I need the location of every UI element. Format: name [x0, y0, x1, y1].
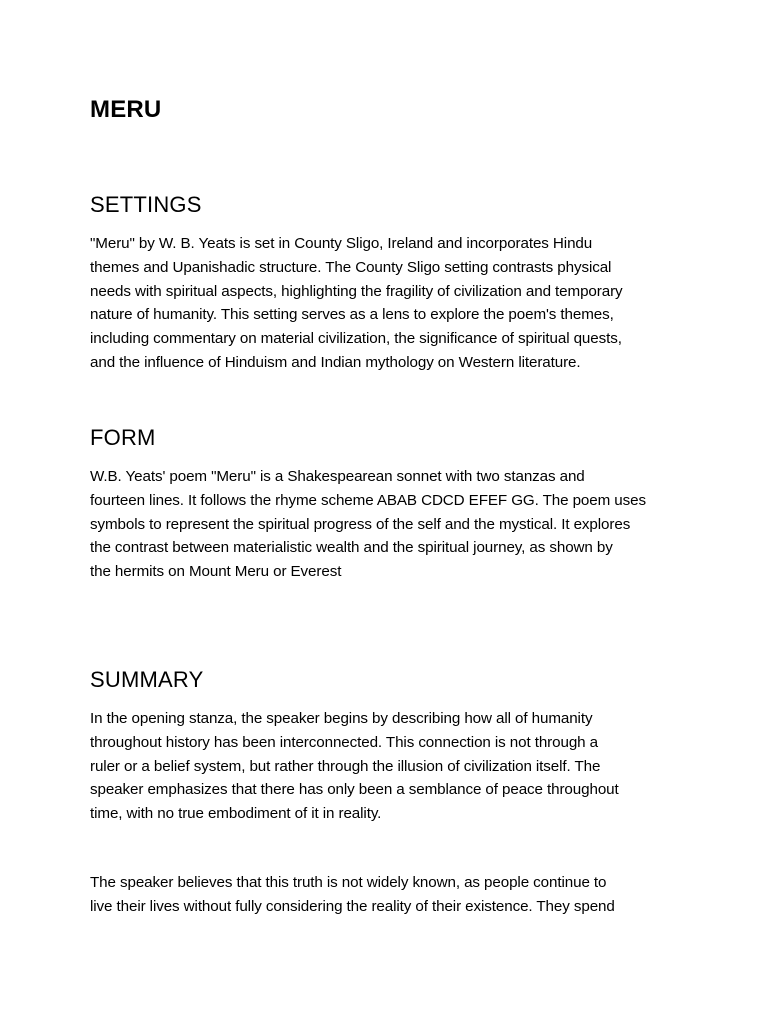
section-heading-settings: SETTINGS — [90, 192, 202, 217]
summary-paragraph-1: In the opening stanza, the speaker begins by describing how all of humanity throughout history has been interconnected. This connection is not through a ruler or a belief system, but rather through the illusion of civilization itself. The speaker emphasizes that there has only been a semblance of peace throughout time, with no true embodiment of it in reality. — [90, 710, 619, 823]
summary-paragraph-2: The speaker believes that this truth is not widely known, as people continue to live their lives without fully considering the reality of their existence. They spend — [90, 874, 615, 915]
settings-paragraph: "Meru" by W. B. Yeats is set in County Sligo, Ireland and incorporates Hindu themes and Upanishadic structure. The County Sligo setting contrasts physical needs with spiritual aspects, highlighting the fragility of civilization and temporary nature of humanity. This setting serves as a lens to explore the poem's themes, including commentary on material civilization, the significance of spiritual quests, and the influence of Hinduism and Indian mythology on Western literature. — [90, 235, 623, 371]
document-title: MERU — [90, 96, 162, 123]
section-heading-summary: SUMMARY — [90, 667, 204, 692]
form-paragraph: W.B. Yeats' poem "Meru" is a Shakespearean sonnet with two stanzas and fourteen lines. It follows the rhyme scheme ABAB CDCD EFEF GG. The poem uses symbols to represent the spiritual progress of the self and the mystical. It explores the contrast between materialistic wealth and the spiritual journey, as shown by the hermits on Mount Meru or Everest — [90, 468, 646, 581]
section-heading-form: FORM — [90, 425, 156, 450]
